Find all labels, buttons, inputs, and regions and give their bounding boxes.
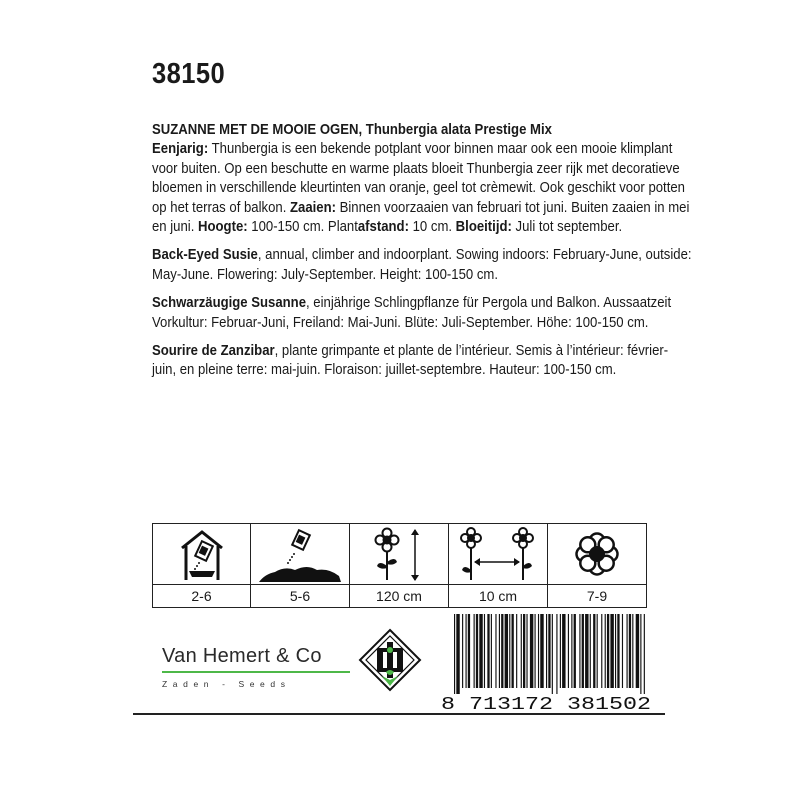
label-bloom: Bloeitijd:	[455, 219, 512, 236]
english-name: Back-Eyed Susie	[152, 247, 258, 264]
plant-height-value: 120 cm	[376, 588, 422, 604]
barcode-bar	[629, 614, 631, 688]
french-name: Sourire de Zanzibar	[152, 343, 275, 360]
barcode-bar	[617, 614, 619, 688]
barcode-bar	[530, 614, 533, 688]
barcode-bar	[491, 614, 492, 688]
barcode-bar	[636, 614, 639, 688]
barcode-bar	[615, 614, 616, 688]
barcode-bar	[540, 614, 543, 688]
barcode-bar	[548, 614, 550, 688]
barcode-bar	[574, 614, 576, 688]
barcode-bar	[610, 614, 613, 688]
barcode-bar	[640, 614, 641, 694]
indoor-sowing-icon	[162, 526, 242, 582]
indoor-sowing-months: 2-6	[191, 588, 212, 604]
label-sowing: Zaaien:	[289, 199, 336, 216]
barcode-bar	[501, 614, 503, 688]
barcode-bar	[593, 614, 595, 688]
barcode-bar	[509, 614, 510, 688]
barcode-bar	[487, 614, 489, 688]
barcode-bar	[474, 614, 475, 688]
barcode-bar	[479, 614, 482, 688]
barcode-bar	[521, 614, 522, 688]
dutch-text-4: 10 cm.	[408, 219, 456, 236]
plant-spacing-icon	[453, 526, 543, 582]
barcode-bar	[538, 614, 539, 688]
french-paragraph	[152, 342, 692, 381]
brand-emblem-icon	[358, 628, 422, 692]
barcode-bar	[562, 614, 565, 688]
flowering-months: 7-9	[586, 588, 608, 604]
barcode-bar	[560, 614, 561, 688]
dutch-text-1: Thunbergia is een bekende potplant voor binnen maar ook een mooie klimplant voor buiten. Op een beschutte en warme plaats bloeit Thunbergia zeer rijk met decoratieve bloemen in verschillende kleurtinten van oranje, geel tot crèmewit. Ook geschikt voor potten op het terras of balkon.	[152, 141, 685, 216]
label-height: Hoogte:	[198, 219, 248, 236]
barcode-bar	[468, 614, 470, 688]
label-annual: Eenjarig:	[152, 141, 209, 158]
barcode-bar	[454, 614, 455, 694]
english-paragraph	[152, 246, 692, 285]
barcode-bar	[579, 614, 580, 688]
english-text: , annual, climber and indoorplant. Sowing indoors: February-June, outside: May-June. Flowering: July-September. Height: 100-150 cm.	[152, 247, 692, 283]
bottom-divider	[133, 713, 665, 715]
plant-height-icon	[359, 526, 439, 582]
barcode-bar	[571, 614, 572, 688]
dutch-text-3: 100-150 cm. Plant	[247, 219, 358, 236]
barcode-bar	[456, 614, 459, 694]
outdoor-sowing-months: 5-6	[289, 588, 311, 604]
barcode-bar	[582, 614, 584, 688]
barcode-bar	[462, 614, 463, 688]
french-text: , plante grimpante et plante de l’intérieur. Semis à l’intérieur: février-juin, en pleine terre: mai-juin. Floraison: juillet-septembre. Hauteur: 100-150 cm.	[152, 343, 669, 379]
barcode-bar	[590, 614, 591, 688]
brand-tagline: Zaden - Seeds	[162, 679, 291, 689]
flowering-icon	[567, 526, 627, 582]
barcode-bar	[495, 614, 496, 688]
barcode-bar	[466, 614, 467, 688]
german-paragraph	[152, 294, 692, 333]
barcode	[440, 612, 652, 712]
outdoor-sowing-box	[251, 523, 350, 608]
german-name: Schwarzäugige Susanne	[152, 295, 307, 312]
outdoor-sowing-icon	[255, 526, 345, 582]
german-text: , einjährige Schlingpflanze für Pergola und Balkon. Aussaatzeit Vorkultur: Februar-Juni, Freiland: Mai-Juni. Blüte: Juli-September. Höhe: 100-150 cm.	[152, 295, 672, 331]
indoor-sowing-box	[152, 523, 251, 608]
barcode-bar	[627, 614, 628, 688]
barcode-bar	[607, 614, 609, 688]
barcode-bar	[601, 614, 602, 688]
plant-spacing-box	[449, 523, 548, 608]
barcode-bar	[644, 614, 645, 694]
flowering-box	[548, 523, 647, 608]
barcode-bar	[512, 614, 514, 688]
barcode-bar	[552, 614, 553, 694]
barcode-bar	[605, 614, 606, 688]
barcode-bar	[523, 614, 525, 688]
plant-height-box	[350, 523, 449, 608]
barcode-bar	[632, 614, 633, 688]
dutch-text-2: Binnen voorzaaien van februari tot juni. Buiten zaaien in mei en juni.	[152, 199, 690, 236]
brand-logo	[162, 645, 350, 689]
barcode-bar	[499, 614, 500, 688]
barcode-bar	[484, 614, 485, 688]
barcode-bar	[556, 614, 557, 694]
brand-name: Van Hemert & Co	[162, 645, 322, 667]
barcode-number: 8 713172 381502	[441, 694, 651, 712]
product-code: 38150	[152, 58, 226, 90]
sowing-info-icons	[152, 523, 648, 608]
barcode-bar	[535, 614, 536, 688]
barcode-bar	[622, 614, 623, 688]
barcode-bar	[476, 614, 478, 688]
brand-underline	[162, 671, 350, 673]
label-spacing: afstand:	[357, 219, 409, 236]
barcode-bar	[526, 614, 527, 688]
barcode-bar	[516, 614, 517, 688]
barcode-bar	[568, 614, 569, 688]
description	[152, 121, 692, 390]
barcode-bar	[546, 614, 547, 688]
barcode-bar	[585, 614, 588, 688]
barcode-bar	[597, 614, 598, 688]
dutch-title: SUZANNE MET DE MOOIE OGEN, Thunbergia alata Prestige Mix	[152, 122, 552, 138]
barcode-bar	[505, 614, 508, 688]
plant-spacing-value: 10 cm	[478, 588, 518, 604]
dutch-text-5: Juli tot september.	[511, 219, 623, 236]
dutch-paragraph	[152, 121, 692, 237]
